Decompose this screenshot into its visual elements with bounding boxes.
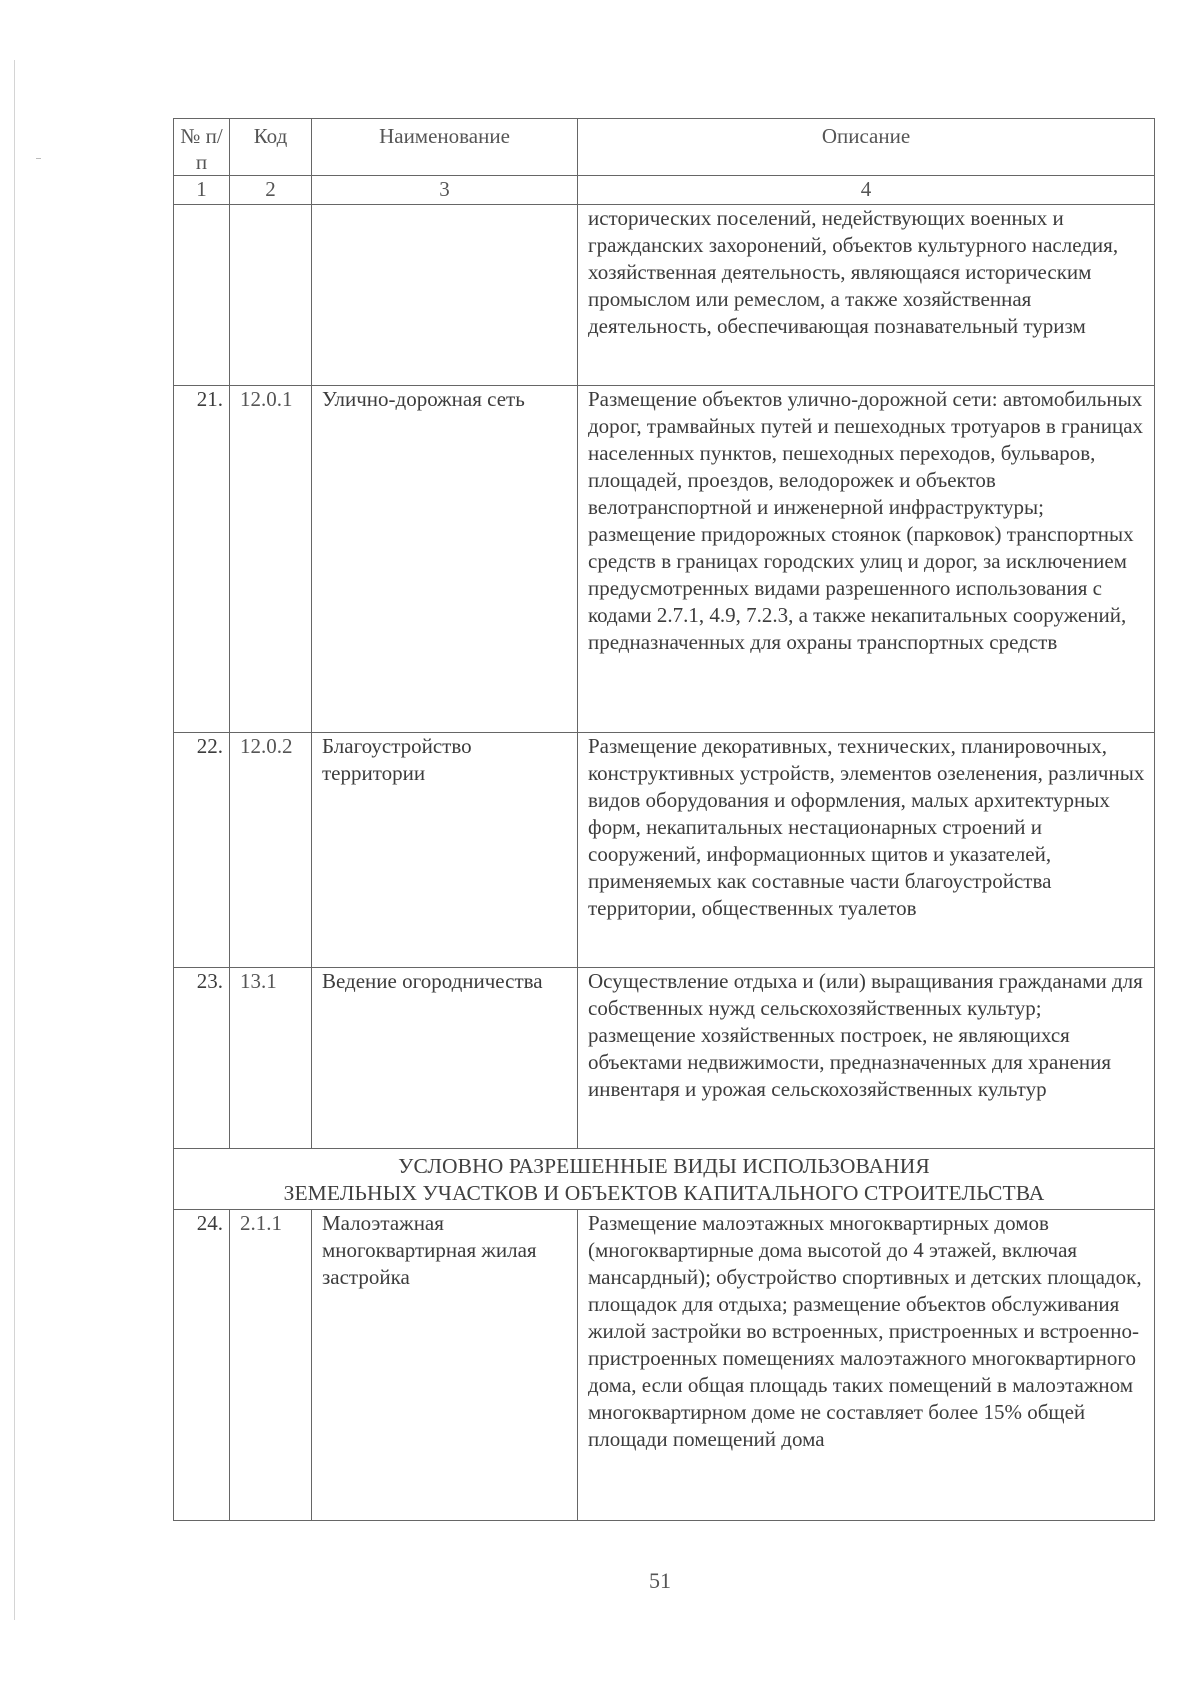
column-number-row <box>174 176 1155 205</box>
row-number: 21. <box>174 386 230 733</box>
row-description: Размещение декоративных, технических, планировочных, конструктивных устройств, элементов озеленения, различных видов оборудования и оформления, малых архитектурных форм, некапитальных нестационарных строений и сооружений, информационных щитов и указателей, применяемых как составные части благоустройства территории, общественных туалетов <box>578 733 1155 968</box>
row-code: 12.0.1 <box>230 386 312 733</box>
table-row <box>174 968 1155 1149</box>
row-code: 2.1.1 <box>230 1210 312 1521</box>
row-description: исторических поселений, недействующих военных и гражданских захоронений, объектов культурного наследия, хозяйственная деятельность, являющаяся историческим промыслом или ремеслом, а также хозяйственная деятельность, обеспечивающая познавательный туризм <box>578 205 1155 386</box>
row-num-cell <box>174 205 230 386</box>
column-number: 2 <box>230 176 312 205</box>
header-row <box>174 119 1155 176</box>
table-row <box>174 1210 1155 1521</box>
section-heading <box>174 1149 1155 1210</box>
row-number: 24. <box>174 1210 230 1521</box>
row-name: Благоустройство территории <box>312 733 578 968</box>
table-row <box>174 386 1155 733</box>
section-heading-line: ЗЕМЕЛЬНЫХ УЧАСТКОВ И ОБЪЕКТОВ КАПИТАЛЬНОГО СТРОИТЕЛЬСТВА <box>283 1181 1045 1205</box>
row-code: 12.0.2 <box>230 733 312 968</box>
table-row <box>174 733 1155 968</box>
margin-mark <box>36 158 41 159</box>
row-code-cell <box>230 205 312 386</box>
section-heading-row <box>174 1149 1155 1210</box>
row-number: 22. <box>174 733 230 968</box>
row-name: Улично-дорожная сеть <box>312 386 578 733</box>
header-name: Наименование <box>312 119 578 176</box>
table-row-continuation <box>174 205 1155 386</box>
column-number: 3 <box>312 176 578 205</box>
row-name-cell <box>312 205 578 386</box>
header-description: Описание <box>578 119 1155 176</box>
header-code: Код <box>230 119 312 176</box>
row-description: Размещение малоэтажных многоквартирных домов (многоквартирные дома высотой до 4 этажей, включая мансардный); обустройство спортивных и детских площадок, площадок для отдыха; размещение объектов обслуживания жилой застройки во встроенных, пристроенных и встроенно-пристроенных помещениях малоэтажного многоквартирного дома, если общая площадь таких помещений в малоэтажном многоквартирном доме не составляет более 15% общей площади помещений дома <box>578 1210 1155 1521</box>
section-heading-line: УСЛОВНО РАЗРЕШЕННЫЕ ВИДЫ ИСПОЛЬЗОВАНИЯ <box>398 1154 930 1178</box>
column-number: 4 <box>578 176 1155 205</box>
left-margin-line <box>14 60 15 1620</box>
row-description: Осуществление отдыха и (или) выращивания гражданами для собственных нужд сельскохозяйственных культур; размещение хозяйственных построек, не являющихся объектами недвижимости, предназначенных для хранения инвентаря и урожая сельскохозяйственных культур <box>578 968 1155 1149</box>
page-number: 51 <box>649 1568 671 1593</box>
row-number: 23. <box>174 968 230 1149</box>
header-num: № п/п <box>174 119 230 176</box>
land-use-table <box>173 118 1155 1521</box>
row-code: 13.1 <box>230 968 312 1149</box>
column-number: 1 <box>174 176 230 205</box>
row-name: Ведение огородничества <box>312 968 578 1149</box>
row-name: Малоэтажная многоквартирная жилая застройка <box>312 1210 578 1521</box>
row-description: Размещение объектов улично-дорожной сети: автомобильных дорог, трамвайных путей и пешеходных тротуаров в границах населенных пунктов, пешеходных переходов, бульваров, площадей, проездов, велодорожек и объектов велотранспортной и инженерной инфраструктуры; размещение придорожных стоянок (парковок) транспортных средств в границах городских улиц и дорог, за исключением предусмотренных видами разрешенного использования с кодами 2.7.1, 4.9, 7.2.3, а также некапитальных сооружений, предназначенных для охраны транспортных средств <box>578 386 1155 733</box>
